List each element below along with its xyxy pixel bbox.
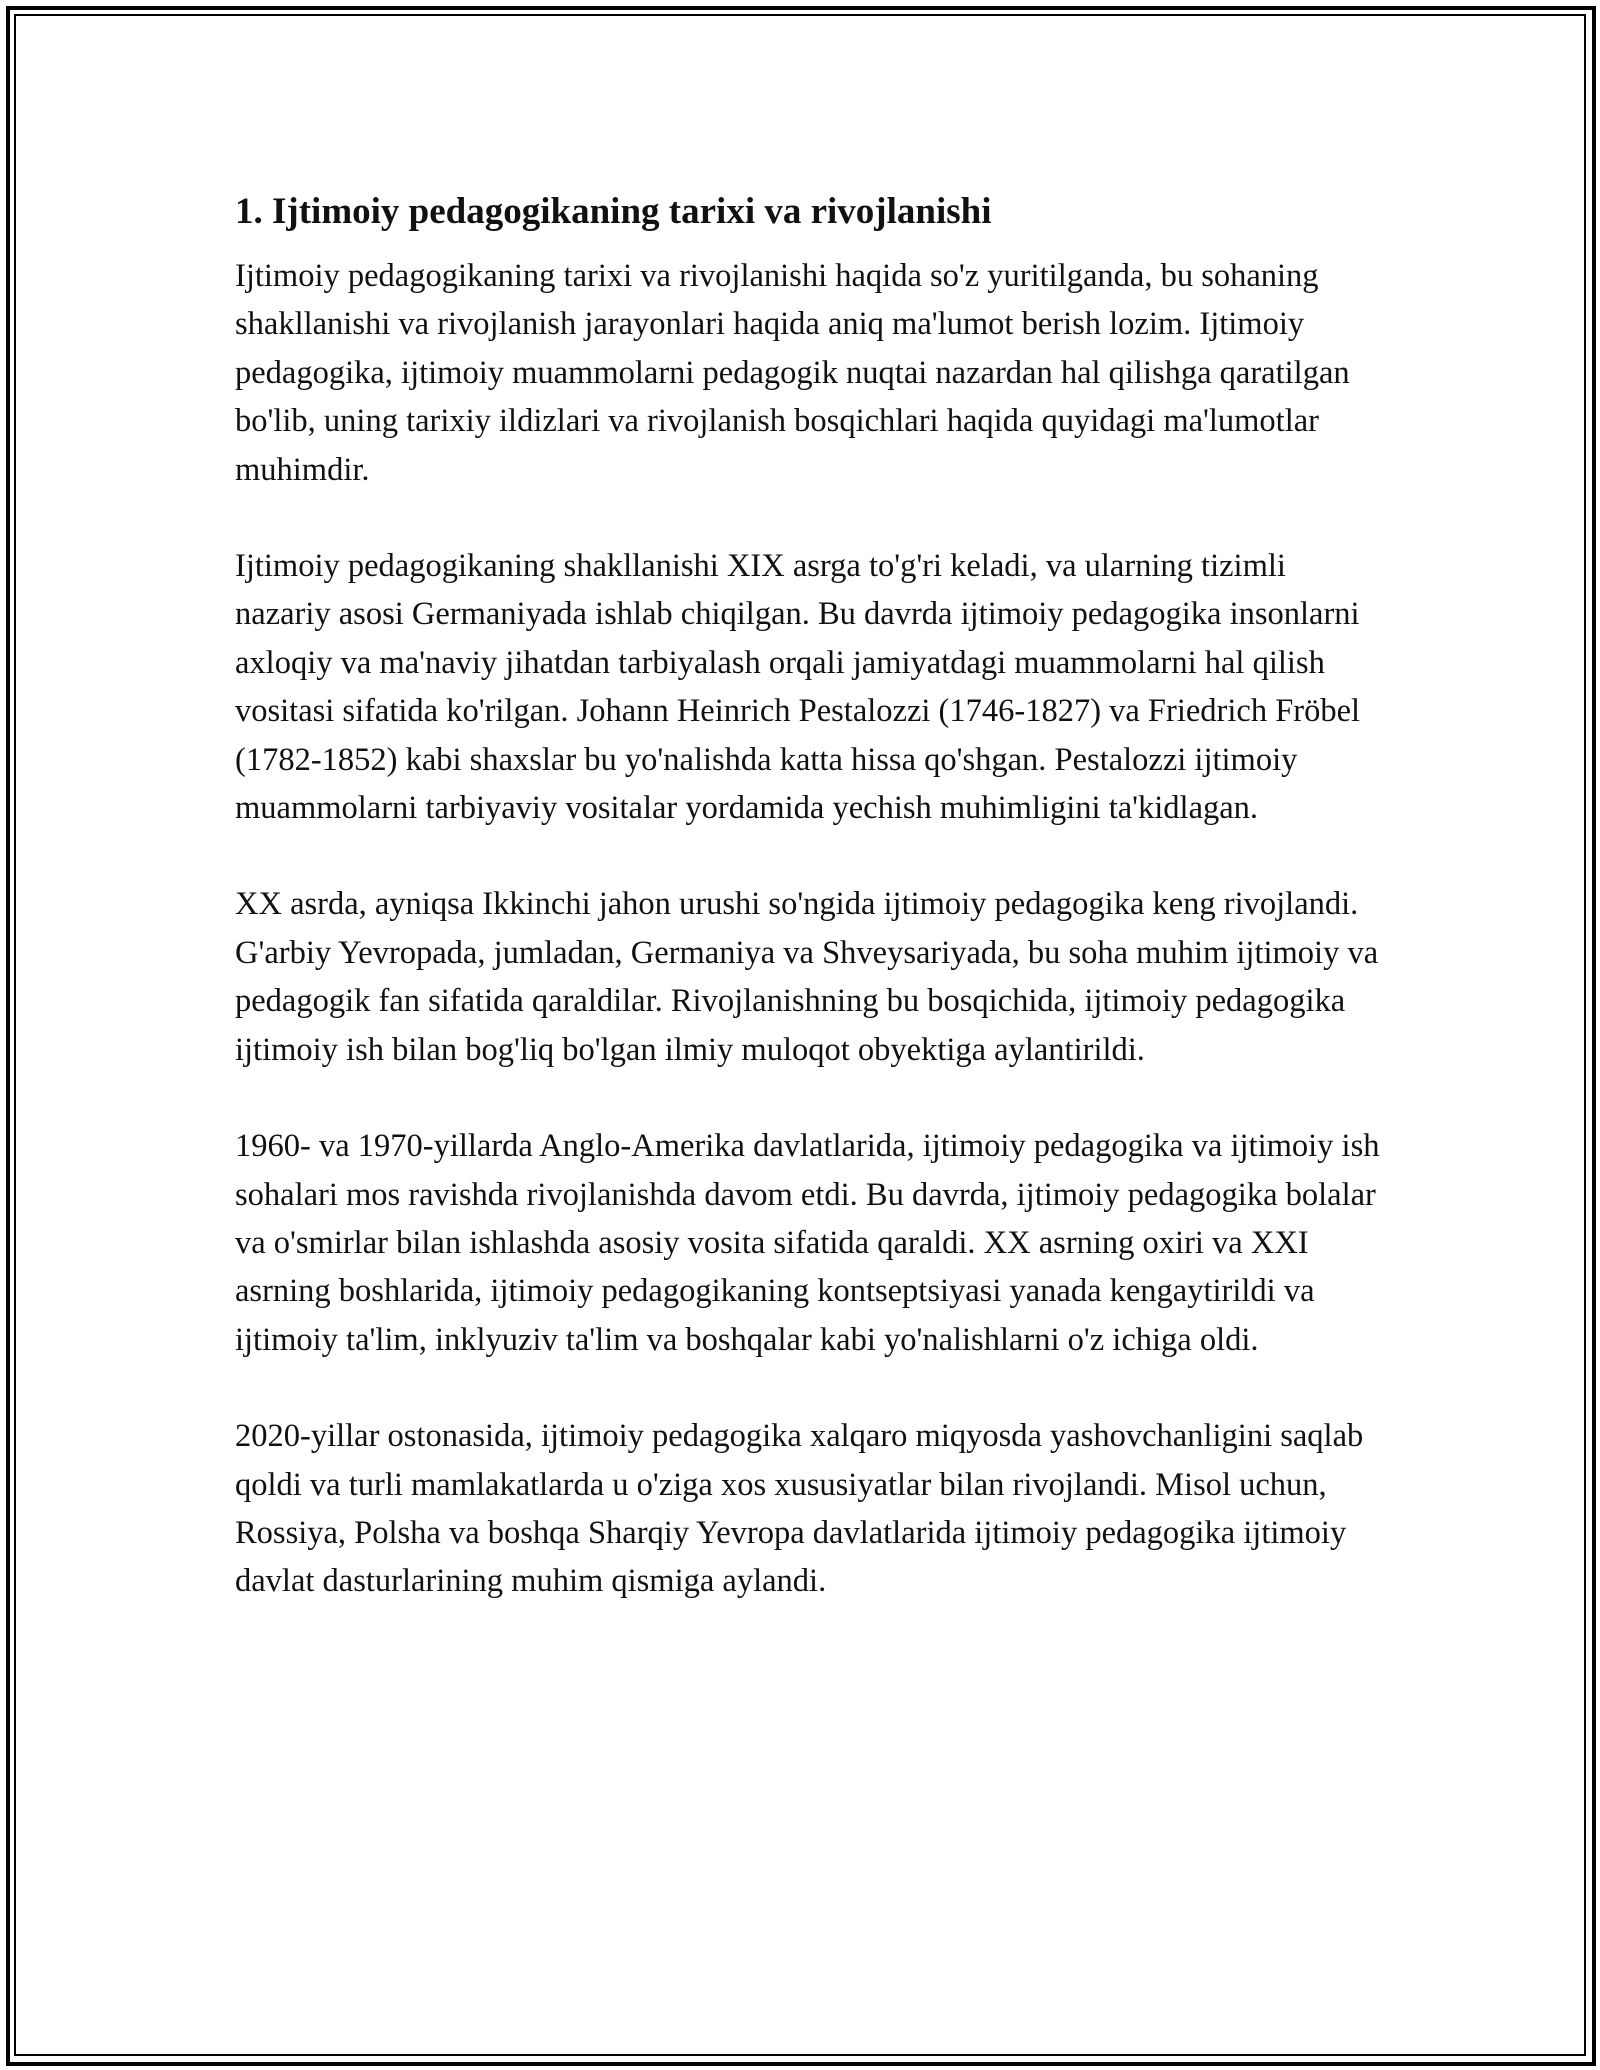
paragraph-intro: Ijtimoiy pedagogikaning tarixi va rivojlanishi haqida so'z yuritilganda, bu sohaning shakllanishi va rivojlanish jarayonlari haqida aniq ma'lumot berish lozim. Ijtimoiy pedagogika, ijtimoiy muammolarni pedagogik nuqtai nazardan hal qilishga qaratilgan bo'lib, uning tarixiy ildizlari va rivojlanish bosqichlari haqida quyidagi ma'lumotlar muhimdir. xyxy=(235,258,1350,488)
paragraph-xx-century: XX asrda, ayniqsa Ikkinchi jahon urushi so'ngida ijtimoiy pedagogika keng rivojlandi. G'arbiy Yevropada, jumladan, Germaniya va Shveysariyada, bu soha muhim ijtimoiy va pedagogik fan sifatida qaraldilar. Rivojlanishning bu bosqichida, ijtimoiy pedagogika ijtimoiy ish bilan bog'liq bo'lgan ilmiy muloqot obyektiga aylantirildi. xyxy=(235,886,1379,1068)
paragraph-1960s-1970s: 1960- va 1970-yillarda Anglo-Amerika davlatlarida, ijtimoiy pedagogika va ijtimoiy ish sohalari mos ravishda rivojlanishda davom etdi. Bu davrda, ijtimoiy pedagogika bolalar va o'smirlar bilan ishlashda asosiy vosita sifatida qaraldi. XX asrning oxiri va XXI asrning boshlarida, ijtimoiy pedagogikaning kontseptsiyasi yanada kengaytirildi va ijtimoiy ta'lim, inklyuziv ta'lim va boshqalar kabi yo'nalishlarni o'z ichiga oldi. xyxy=(235,1128,1380,1358)
paragraph-xix-century: Ijtimoiy pedagogikaning shakllanishi XIX asrga to'g'ri keladi, va ularning tizimli nazariy asosi Germaniyada ishlab chiqilgan. Bu davrda ijtimoiy pedagogika insonlarni axloqiy va ma'naviy jihatdan tarbiyalash orqali jamiyatdagi muammolarni hal qilish vositasi sifatida ko'rilgan. Johann Heinrich Pestalozzi (1746-1827) va Friedrich Fröbel (1782-1852) kabi shaxslar bu yo'nalishda katta hissa qo'shgan. Pestalozzi ijtimoiy muammolarni tarbiyaviy vositalar yordamida yechish muhimligini ta'kidlagan. xyxy=(235,548,1361,827)
section-title: 1. Ijtimoiy pedagogikaning tarixi va rivojlanishi xyxy=(235,191,992,232)
paragraph-2020s: 2020-yillar ostonasida, ijtimoiy pedagogika xalqaro miqyosda yashovchanligini saqlab qoldi va turli mamlakatlarda u o'ziga xos xususiyatlar bilan rivojlandi. Misol uchun, Rossiya, Polsha va boshqa Sharqiy Yevropa davlatlarida ijtimoiy pedagogika ijtimoiy davlat dasturlarining muhim qismiga aylandi. xyxy=(235,1418,1364,1600)
document-body xyxy=(235,186,1385,1654)
